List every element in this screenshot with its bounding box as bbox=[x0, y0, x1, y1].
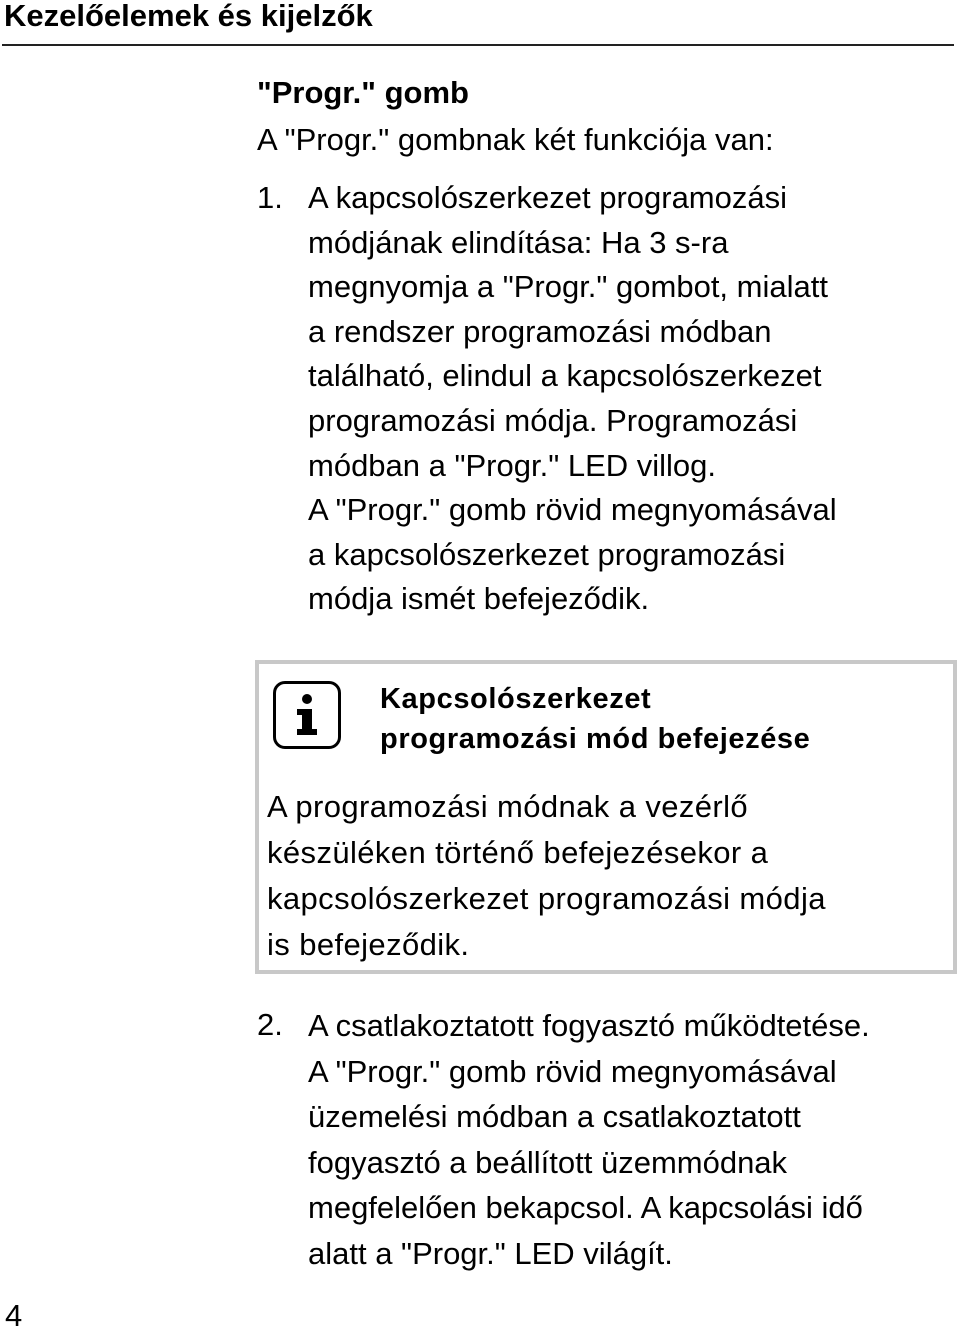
info-note-box bbox=[255, 660, 957, 974]
info-icon-glyph bbox=[276, 684, 338, 746]
text-line: üzemelési módban a csatlakoztatott bbox=[308, 1099, 801, 1134]
list-item-number: 1. bbox=[257, 180, 283, 215]
text-line: programozási módja. Programozási bbox=[308, 402, 798, 438]
text-line: alatt a "Progr." LED világít. bbox=[308, 1235, 673, 1271]
section-intro: A "Progr." gombnak két funkciója van: bbox=[257, 122, 774, 157]
page-number: 4 bbox=[5, 1298, 23, 1333]
page-header-title: Kezelőelemek és kijelzők bbox=[4, 0, 373, 33]
text-line: készüléken történő befejezésekor a bbox=[267, 835, 769, 870]
text-line: módjának elindítása: Ha 3 s-ra bbox=[308, 224, 729, 260]
text-line: A kapcsolószerkezet programozási bbox=[308, 180, 788, 215]
info-title-line: programozási mód befejezése bbox=[380, 723, 811, 755]
list-item-1 bbox=[257, 176, 957, 626]
text-line: A "Progr." gomb rövid megnyomásával bbox=[308, 492, 837, 528]
text-line: kapcsolószerkezet programozási módja bbox=[267, 881, 826, 916]
info-title-line: Kapcsolószerkezet bbox=[380, 683, 652, 715]
list-item-number: 2. bbox=[257, 1007, 283, 1042]
list-item-text bbox=[308, 176, 958, 622]
text-line: található, elindul a kapcsolószerkezet bbox=[308, 358, 822, 394]
text-line: megnyomja a "Progr." gombot, mialatt bbox=[308, 269, 828, 305]
text-line: a kapcsolószerkezet programozási bbox=[308, 536, 786, 572]
list-item-2 bbox=[257, 1003, 957, 1273]
info-note-title bbox=[380, 679, 810, 759]
text-line: a rendszer programozási módban bbox=[308, 313, 772, 349]
text-line: módban a "Progr." LED villog. bbox=[308, 447, 716, 483]
text-line: megfelelően bekapcsol. A kapcsolási idő bbox=[308, 1190, 863, 1225]
text-line: is befejeződik. bbox=[267, 927, 470, 962]
text-line: A programozási módnak a vezérlő bbox=[267, 789, 749, 824]
section-heading: "Progr." gomb bbox=[257, 75, 469, 110]
info-icon bbox=[273, 681, 341, 749]
header-divider bbox=[2, 44, 954, 46]
text-line: módja ismét befejeződik. bbox=[308, 581, 650, 617]
list-item-text bbox=[308, 1003, 958, 1276]
text-line: A "Progr." gomb rövid megnyomásával bbox=[308, 1053, 837, 1089]
text-line: A csatlakoztatott fogyasztó működtetése. bbox=[308, 1008, 870, 1043]
info-note-body bbox=[267, 784, 826, 968]
text-line: fogyasztó a beállított üzemmódnak bbox=[308, 1144, 788, 1180]
